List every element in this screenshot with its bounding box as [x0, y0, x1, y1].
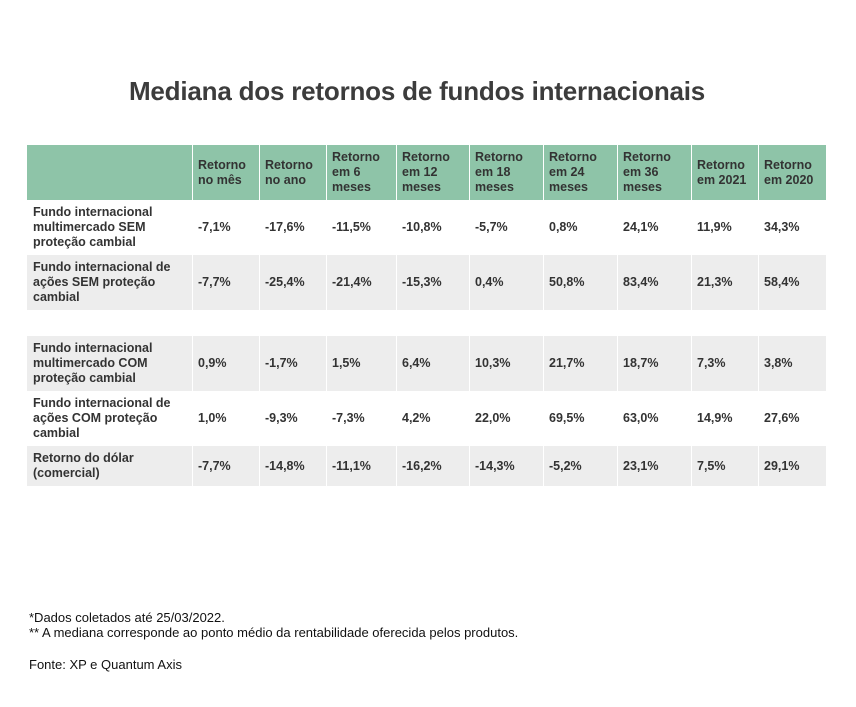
table-cell: 11,9%: [692, 200, 759, 255]
table-cell: -25,4%: [260, 255, 327, 310]
table-row: [27, 391, 826, 446]
table-cell: 0,4%: [470, 255, 544, 310]
row-spacer: [27, 310, 826, 336]
table-row: [27, 446, 826, 486]
header-cell: Retorno em 6 meses: [327, 145, 397, 200]
table-cell: -16,2%: [397, 446, 470, 486]
table-cell: 7,3%: [692, 336, 759, 391]
table-cell: 6,4%: [397, 336, 470, 391]
table-row: [27, 336, 826, 391]
table-cell: -9,3%: [260, 391, 327, 446]
table-cell: -5,2%: [544, 446, 618, 486]
table-cell: -21,4%: [327, 255, 397, 310]
table-header-row: [27, 145, 826, 200]
table-cell: 69,5%: [544, 391, 618, 446]
table-cell: 21,7%: [544, 336, 618, 391]
table-cell: -5,7%: [470, 200, 544, 255]
header-cell: Retorno em 18 meses: [470, 145, 544, 200]
table-cell: 50,8%: [544, 255, 618, 310]
table-cell: 4,2%: [397, 391, 470, 446]
table-cell: -11,1%: [327, 446, 397, 486]
table-cell: 63,0%: [618, 391, 692, 446]
header-cell: Retorno em 2021: [692, 145, 759, 200]
table-cell: 14,9%: [692, 391, 759, 446]
row-label: Fundo internacional multimercado SEM proteção cambial: [27, 200, 193, 255]
table-cell: -10,8%: [397, 200, 470, 255]
table-row: [27, 255, 826, 310]
source-note: Fonte: XP e Quantum Axis: [29, 657, 182, 672]
header-cell: Retorno em 24 meses: [544, 145, 618, 200]
table-cell: -7,7%: [193, 255, 260, 310]
table-cell: -7,7%: [193, 446, 260, 486]
header-cell: Retorno no ano: [260, 145, 327, 200]
table-cell: -7,1%: [193, 200, 260, 255]
row-label: Fundo internacional multimercado COM proteção cambial: [27, 336, 193, 391]
table-cell: 0,8%: [544, 200, 618, 255]
footnote-median: ** A mediana corresponde ao ponto médio da rentabilidade oferecida pelos produtos.: [29, 624, 519, 640]
table-cell: -1,7%: [260, 336, 327, 391]
table-cell: -17,6%: [260, 200, 327, 255]
table-cell: -7,3%: [327, 391, 397, 446]
footnote-date: *Dados coletados até 25/03/2022.: [29, 610, 225, 625]
header-cell: Retorno em 12 meses: [397, 145, 470, 200]
header-cell: Retorno em 2020: [759, 145, 826, 200]
header-cell: [27, 145, 193, 200]
footnotes: [29, 611, 518, 673]
table-cell: 21,3%: [692, 255, 759, 310]
table-cell: -14,8%: [260, 446, 327, 486]
chart-title: Mediana dos retornos de fundos internacionais: [128, 76, 706, 106]
row-label: Fundo internacional de ações SEM proteção cambial: [27, 255, 193, 310]
table-row: [27, 200, 826, 255]
returns-table: [27, 145, 826, 486]
table-cell: 34,3%: [764, 220, 800, 234]
table-cell: 29,1%: [759, 446, 826, 486]
table-cell: -11,5%: [327, 200, 397, 255]
table-cell: 1,5%: [327, 336, 397, 391]
table-cell: -14,3%: [470, 446, 544, 486]
table-cell: 7,5%: [692, 446, 759, 486]
table-cell: 27,6%: [764, 411, 800, 425]
table-cell: 58,4%: [759, 255, 826, 310]
table-cell: -15,3%: [397, 255, 470, 310]
table-cell: 10,3%: [470, 336, 544, 391]
table-cell: 0,9%: [193, 336, 260, 391]
table-cell: 83,4%: [618, 255, 692, 310]
table-cell: 23,1%: [618, 446, 692, 486]
table-cell: 3,8%: [759, 336, 826, 391]
table-cell: 1,0%: [193, 391, 260, 446]
row-label: Fundo internacional de ações COM proteção cambial: [27, 391, 193, 446]
table-cell: 24,1%: [618, 200, 692, 255]
header-cell: Retorno em 36 meses: [618, 145, 692, 200]
header-cell: Retorno no mês: [193, 145, 260, 200]
table-cell: 18,7%: [618, 336, 692, 391]
row-label: Retorno do dólar (comercial): [27, 446, 193, 486]
table-cell: 22,0%: [470, 391, 544, 446]
